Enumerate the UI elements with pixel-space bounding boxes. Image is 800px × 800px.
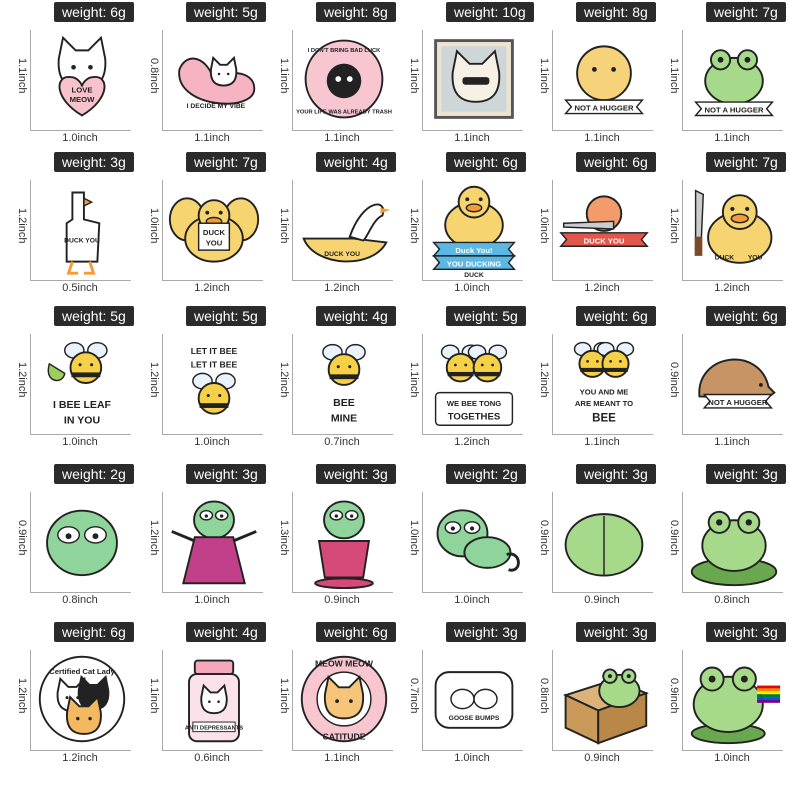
svg-text:NOT A HUGGER: NOT A HUGGER: [708, 398, 768, 408]
height-label: 1.3inch: [278, 520, 290, 556]
height-label: 1.2inch: [16, 678, 28, 714]
enamel-pin-image: [296, 492, 392, 590]
height-label: 1.1inch: [16, 58, 28, 94]
width-label: 1.1inch: [714, 132, 750, 144]
enamel-pin-image: [556, 492, 652, 590]
svg-text:MINE: MINE: [330, 412, 358, 425]
svg-text:NOT A HUGGER: NOT A HUGGER: [704, 105, 764, 115]
enamel-pin-image: [166, 650, 262, 748]
svg-text:Certified Cat Lady: Certified Cat Lady: [49, 667, 115, 677]
width-label: 1.0inch: [454, 752, 490, 764]
enamel-pin-image: [296, 334, 392, 432]
width-label: 0.8inch: [714, 594, 750, 606]
svg-text:DUCK: DUCK: [202, 227, 226, 237]
pin-card: [140, 306, 268, 456]
pin-illustration: [296, 334, 392, 432]
pin-card: [8, 306, 136, 456]
pin-illustration: [296, 650, 392, 748]
pin-card: [8, 464, 136, 614]
enamel-pin-image: [296, 650, 392, 748]
svg-text:BEE: BEE: [592, 412, 616, 425]
svg-text:YOU: YOU: [747, 254, 763, 262]
width-label: 1.1inch: [714, 436, 750, 448]
weight-label: weight: 2g: [54, 464, 134, 484]
pin-illustration: [686, 650, 782, 748]
pin-illustration: [34, 180, 130, 278]
weight-label: weight: 6g: [316, 622, 396, 642]
pin-card: [530, 622, 658, 772]
pin-card: [270, 464, 398, 614]
weight-label: weight: 7g: [186, 152, 266, 172]
pin-illustration: [426, 492, 522, 590]
svg-text:LOVE: LOVE: [71, 85, 93, 95]
height-label: 1.2inch: [148, 520, 160, 556]
width-label: 0.7inch: [324, 436, 360, 448]
svg-text:YOU: YOU: [205, 238, 223, 248]
weight-label: weight: 7g: [706, 152, 786, 172]
weight-label: weight: 5g: [186, 306, 266, 326]
pin-illustration: [426, 30, 522, 128]
pin-card: [8, 2, 136, 152]
height-label: 1.2inch: [148, 362, 160, 398]
height-label: 1.1inch: [408, 362, 420, 398]
weight-label: weight: 10g: [446, 2, 534, 22]
pin-illustration: [426, 180, 522, 278]
width-label: 1.1inch: [324, 132, 360, 144]
pin-card: [530, 152, 658, 302]
enamel-pin-image: [166, 30, 262, 128]
height-label: 0.9inch: [668, 362, 680, 398]
pin-illustration: [556, 492, 652, 590]
height-label: 1.2inch: [538, 362, 550, 398]
width-label: 1.1inch: [194, 132, 230, 144]
pin-card: [270, 152, 398, 302]
enamel-pin-image: [426, 650, 522, 748]
width-label: 1.2inch: [584, 282, 620, 294]
pin-card: [400, 2, 528, 152]
enamel-pin-image: [556, 650, 652, 748]
width-label: 1.2inch: [454, 436, 490, 448]
enamel-pin-image: [426, 492, 522, 590]
weight-label: weight: 3g: [316, 464, 396, 484]
pin-card: [140, 464, 268, 614]
enamel-pin-image: [34, 650, 130, 748]
width-label: 1.1inch: [454, 132, 490, 144]
width-label: 0.8inch: [62, 594, 98, 606]
svg-text:LET IT BEE: LET IT BEE: [190, 346, 238, 357]
width-label: 1.0inch: [194, 436, 230, 448]
pin-card: [530, 306, 658, 456]
pin-card: [660, 2, 788, 152]
weight-label: weight: 3g: [446, 622, 526, 642]
svg-text:LET IT BEE: LET IT BEE: [190, 359, 238, 370]
pin-illustration: [426, 334, 522, 432]
enamel-pin-image: [34, 30, 130, 128]
height-label: 0.9inch: [16, 520, 28, 556]
width-label: 0.5inch: [62, 282, 98, 294]
height-label: 1.2inch: [16, 208, 28, 244]
weight-label: weight: 6g: [54, 622, 134, 642]
svg-text:NOT A HUGGER: NOT A HUGGER: [574, 103, 634, 113]
height-label: 1.1inch: [278, 678, 290, 714]
svg-text:GOOSE BUMPS: GOOSE BUMPS: [448, 715, 500, 723]
weight-label: weight: 4g: [186, 622, 266, 642]
enamel-pin-image: [556, 30, 652, 128]
pin-card: [660, 464, 788, 614]
svg-text:ARE MEANT TO: ARE MEANT TO: [574, 399, 634, 409]
pin-card: [530, 2, 658, 152]
height-label: 1.2inch: [668, 208, 680, 244]
height-label: 0.9inch: [668, 678, 680, 714]
height-label: 1.2inch: [278, 362, 290, 398]
enamel-pin-image: [166, 180, 262, 278]
width-label: 0.9inch: [324, 594, 360, 606]
weight-label: weight: 7g: [706, 2, 786, 22]
weight-label: weight: 3g: [186, 464, 266, 484]
pin-card: [400, 152, 528, 302]
enamel-pin-image: [686, 180, 782, 278]
pin-illustration: [166, 492, 262, 590]
pin-illustration: [296, 180, 392, 278]
pin-card: [660, 152, 788, 302]
pin-card: [8, 152, 136, 302]
pin-card: [660, 622, 788, 772]
weight-label: weight: 6g: [54, 2, 134, 22]
pin-card: [140, 2, 268, 152]
pin-illustration: [34, 650, 130, 748]
width-label: 1.1inch: [584, 132, 620, 144]
svg-text:CATITUDE: CATITUDE: [322, 731, 366, 742]
height-label: 0.9inch: [668, 520, 680, 556]
weight-label: weight: 3g: [54, 152, 134, 172]
svg-text:ANTI DEPRESSANTS: ANTI DEPRESSANTS: [184, 725, 244, 732]
enamel-pin-image: [426, 180, 522, 278]
enamel-pin-image: [296, 180, 392, 278]
weight-label: weight: 8g: [316, 2, 396, 22]
weight-label: weight: 5g: [446, 306, 526, 326]
pin-illustration: [34, 334, 130, 432]
pin-illustration: [686, 180, 782, 278]
weight-label: weight: 3g: [576, 464, 656, 484]
enamel-pin-image: [686, 650, 782, 748]
pin-illustration: [166, 334, 262, 432]
weight-label: weight: 5g: [186, 2, 266, 22]
height-label: 1.2inch: [408, 208, 420, 244]
width-label: 1.0inch: [714, 752, 750, 764]
pin-illustration: [34, 492, 130, 590]
pin-card: [400, 464, 528, 614]
pin-illustration: [426, 650, 522, 748]
pin-illustration: [686, 492, 782, 590]
weight-label: weight: 5g: [54, 306, 134, 326]
height-label: 1.1inch: [538, 58, 550, 94]
height-label: 1.0inch: [538, 208, 550, 244]
svg-text:BEE: BEE: [333, 397, 355, 410]
weight-label: weight: 6g: [706, 306, 786, 326]
svg-text:YOUR LIFE WAS ALREADY TRASH: YOUR LIFE WAS ALREADY TRASH: [296, 109, 392, 116]
width-label: 1.0inch: [454, 594, 490, 606]
enamel-pin-image: [426, 334, 522, 432]
pin-illustration: [296, 30, 392, 128]
pin-illustration: [34, 30, 130, 128]
enamel-pin-image: [426, 30, 522, 128]
width-label: 1.2inch: [194, 282, 230, 294]
height-label: 1.2inch: [16, 362, 28, 398]
svg-text:DUCK YOU: DUCK YOU: [583, 236, 625, 246]
pin-illustration: [556, 180, 652, 278]
enamel-pin-image: [686, 492, 782, 590]
svg-text:I DON'T BRING BAD LUCK: I DON'T BRING BAD LUCK: [307, 48, 381, 55]
pin-illustration: [166, 180, 262, 278]
width-label: 1.0inch: [62, 436, 98, 448]
height-label: 1.0inch: [148, 208, 160, 244]
width-label: 1.1inch: [584, 436, 620, 448]
height-label: 1.1inch: [278, 58, 290, 94]
svg-text:DUCK YOU: DUCK YOU: [324, 250, 360, 258]
weight-label: weight: 6g: [576, 306, 656, 326]
svg-text:YOU DUCKING: YOU DUCKING: [446, 259, 502, 269]
enamel-pin-image: [34, 334, 130, 432]
svg-text:I DECIDE MY VIBE: I DECIDE MY VIBE: [186, 102, 246, 110]
svg-text:DUCK: DUCK: [464, 272, 484, 279]
width-label: 1.2inch: [62, 752, 98, 764]
pin-card: [530, 464, 658, 614]
pin-card: [270, 306, 398, 456]
weight-label: weight: 4g: [316, 152, 396, 172]
pin-illustration: [556, 30, 652, 128]
pin-card: [400, 622, 528, 772]
pin-illustration: [686, 30, 782, 128]
width-label: 1.0inch: [454, 282, 490, 294]
pin-card: [8, 622, 136, 772]
pin-card: [270, 622, 398, 772]
weight-label: weight: 6g: [446, 152, 526, 172]
enamel-pin-image: [166, 334, 262, 432]
enamel-pin-image: [556, 334, 652, 432]
enamel-pin-image: [686, 30, 782, 128]
enamel-pin-image: [166, 492, 262, 590]
svg-text:Duck You!: Duck You!: [455, 246, 493, 255]
weight-label: weight: 3g: [706, 464, 786, 484]
pin-card: [270, 2, 398, 152]
pin-illustration: [296, 492, 392, 590]
enamel-pin-image: [556, 180, 652, 278]
weight-label: weight: 2g: [446, 464, 526, 484]
pin-card: [140, 152, 268, 302]
width-label: 0.6inch: [194, 752, 230, 764]
height-label: 1.1inch: [408, 58, 420, 94]
width-label: 0.9inch: [584, 594, 620, 606]
weight-label: weight: 6g: [576, 152, 656, 172]
pin-illustration: [166, 30, 262, 128]
width-label: 1.1inch: [324, 752, 360, 764]
enamel-pin-image: [34, 492, 130, 590]
pin-illustration: [686, 334, 782, 432]
svg-text:MEOW MEOW: MEOW MEOW: [315, 658, 373, 669]
weight-label: weight: 3g: [706, 622, 786, 642]
svg-text:TOGETHES: TOGETHES: [447, 411, 501, 423]
height-label: 1.1inch: [668, 58, 680, 94]
svg-text:DUCK: DUCK: [714, 254, 735, 262]
svg-text:DUCK YOU: DUCK YOU: [64, 237, 100, 245]
enamel-pin-image: [296, 30, 392, 128]
weight-label: weight: 4g: [316, 306, 396, 326]
pin-card: [140, 622, 268, 772]
width-label: 0.9inch: [584, 752, 620, 764]
pin-illustration: [556, 334, 652, 432]
svg-text:WE BEE TONG: WE BEE TONG: [446, 399, 502, 409]
pin-illustration: [166, 650, 262, 748]
svg-text:IN YOU: IN YOU: [63, 414, 101, 427]
width-label: 1.2inch: [714, 282, 750, 294]
weight-label: weight: 3g: [576, 622, 656, 642]
height-label: 0.9inch: [538, 520, 550, 556]
pin-illustration: [556, 650, 652, 748]
height-label: 0.7inch: [408, 678, 420, 714]
svg-text:I BEE LEAF: I BEE LEAF: [52, 398, 112, 411]
width-label: 1.0inch: [194, 594, 230, 606]
width-label: 1.2inch: [324, 282, 360, 294]
svg-text:YOU AND ME: YOU AND ME: [579, 387, 629, 397]
svg-text:MEOW: MEOW: [69, 95, 95, 105]
height-label: 1.1inch: [148, 678, 160, 714]
weight-label: weight: 8g: [576, 2, 656, 22]
height-label: 1.0inch: [408, 520, 420, 556]
height-label: 0.8inch: [148, 58, 160, 94]
width-label: 1.0inch: [62, 132, 98, 144]
enamel-pin-image: [686, 334, 782, 432]
enamel-pin-image: [34, 180, 130, 278]
pin-card: [400, 306, 528, 456]
pin-card: [660, 306, 788, 456]
height-label: 1.1inch: [278, 208, 290, 244]
height-label: 0.8inch: [538, 678, 550, 714]
